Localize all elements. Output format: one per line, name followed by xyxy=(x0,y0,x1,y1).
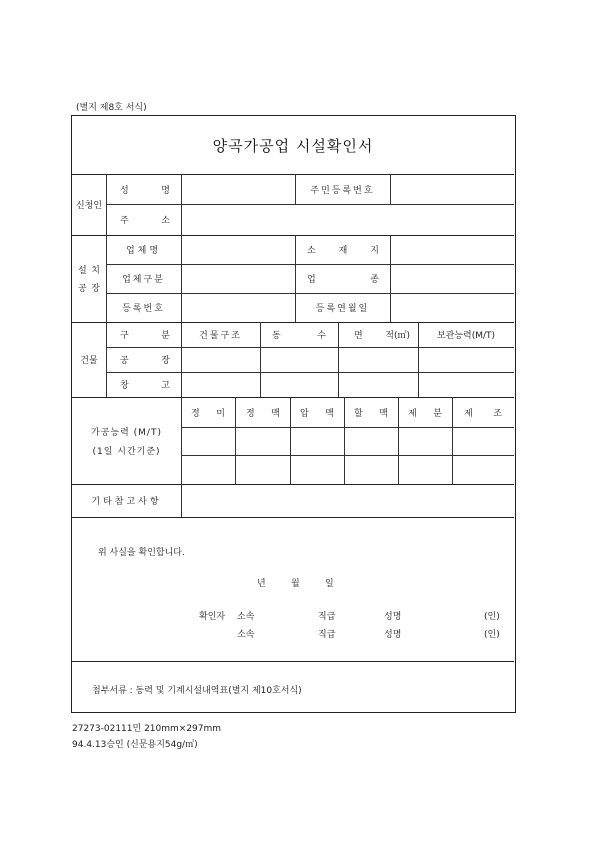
factory-count-field[interactable] xyxy=(261,348,337,371)
processing-field[interactable] xyxy=(345,456,397,483)
processing-field[interactable] xyxy=(236,428,289,454)
business-name-label: 업체명 xyxy=(125,246,162,256)
rank-label: 직급 xyxy=(318,630,336,640)
address-label: 주 소 xyxy=(120,216,170,226)
category-header: 구 분 xyxy=(120,331,170,341)
attachment-note: 첨부서류 : 동력 및 기계시설내역표(별지 제10호서식) xyxy=(92,686,302,696)
col-split-barley: 할 맥 xyxy=(354,408,388,419)
warehouse-capacity-field[interactable] xyxy=(419,373,513,396)
processing-field[interactable] xyxy=(182,456,234,483)
warehouse-structure-field[interactable] xyxy=(182,373,259,396)
structure-header: 건물구조 xyxy=(199,331,242,341)
industry-field[interactable] xyxy=(391,265,513,292)
signature-name-label: 성명 xyxy=(384,630,402,640)
col-polished-barley: 정 맥 xyxy=(246,408,280,419)
processing-field[interactable] xyxy=(399,456,451,483)
processing-field[interactable] xyxy=(453,456,513,483)
building-section-label: 건물 xyxy=(80,356,98,366)
name-field[interactable] xyxy=(182,175,294,203)
factory-area-field[interactable] xyxy=(339,348,417,371)
capacity-header: 보관능력(M/T) xyxy=(436,331,496,341)
confirmation-statement: 위 사실을 확인합니다. xyxy=(98,548,185,558)
factory-capacity-field[interactable] xyxy=(419,348,513,371)
resident-number-label: 주민등록번호 xyxy=(310,185,375,196)
other-reference-field[interactable] xyxy=(182,485,513,516)
processing-field[interactable] xyxy=(182,428,234,454)
registration-date-field[interactable] xyxy=(391,294,513,321)
location-label: 소 재 지 xyxy=(307,246,379,256)
processing-field[interactable] xyxy=(291,428,343,454)
factory-row-label: 공 장 xyxy=(120,356,170,366)
processing-field[interactable] xyxy=(291,456,343,483)
facility-confirmation-form xyxy=(71,115,516,713)
col-flour-milling: 제 분 xyxy=(408,408,442,419)
affiliation-label: 소속 xyxy=(237,630,255,640)
business-type-field[interactable] xyxy=(182,265,294,292)
name-label: 성 명 xyxy=(120,185,170,196)
registration-number-label: 등록번호 xyxy=(122,304,165,314)
processing-field[interactable] xyxy=(453,428,513,454)
affiliation-label: 소속 xyxy=(237,612,255,622)
warehouse-area-field[interactable] xyxy=(339,373,417,396)
processing-field[interactable] xyxy=(399,428,451,454)
date-day-label: 일 xyxy=(325,579,334,589)
divider xyxy=(72,661,514,662)
col-manufacturing: 제 조 xyxy=(464,408,502,419)
count-header: 동 수 xyxy=(272,331,326,341)
col-polished-rice: 정 미 xyxy=(191,408,225,419)
signature-name-label: 성명 xyxy=(384,612,402,622)
confirmer-label: 확인자 xyxy=(199,612,226,622)
registration-number-field[interactable] xyxy=(182,294,294,321)
area-header: 면 적(㎡) xyxy=(354,331,410,341)
seal-mark: (인) xyxy=(484,612,500,622)
divider xyxy=(106,322,107,397)
business-name-field[interactable] xyxy=(182,236,294,263)
date-year-label: 년 xyxy=(257,579,266,589)
business-type-label: 업체구분 xyxy=(122,275,165,285)
applicant-section-label: 신청인 xyxy=(75,201,103,211)
address-field[interactable] xyxy=(182,205,513,234)
processing-field[interactable] xyxy=(345,428,397,454)
form-title: 양곡가공업 시설확인서 xyxy=(212,136,374,155)
footer-approval: 94.4.13승인 (신문용지54g/㎡) xyxy=(72,740,198,750)
industry-label: 업 종 xyxy=(307,275,379,285)
processing-capacity-label: 가공능력 (M/T) (1일 시간기준) xyxy=(91,427,162,457)
resident-number-field[interactable] xyxy=(391,175,513,203)
footer-form-code: 27273-02111민 210mm×297mm xyxy=(72,724,222,734)
date-month-label: 월 xyxy=(291,579,300,589)
warehouse-count-field[interactable] xyxy=(261,373,337,396)
seal-mark: (인) xyxy=(484,630,500,640)
form-number-note: (별지 제8호 서식) xyxy=(76,103,147,113)
divider xyxy=(72,517,514,518)
other-reference-label: 기타참고사항 xyxy=(91,497,162,507)
rank-label: 직급 xyxy=(318,612,336,622)
location-field[interactable] xyxy=(391,236,513,263)
processing-field[interactable] xyxy=(236,456,289,483)
registration-date-label: 등록연월일 xyxy=(315,304,370,314)
warehouse-row-label: 창 고 xyxy=(120,381,170,391)
factory-structure-field[interactable] xyxy=(182,348,259,371)
col-pressed-barley: 압 맥 xyxy=(300,408,334,419)
facility-section-label: 설 치 공 장 xyxy=(78,266,100,294)
